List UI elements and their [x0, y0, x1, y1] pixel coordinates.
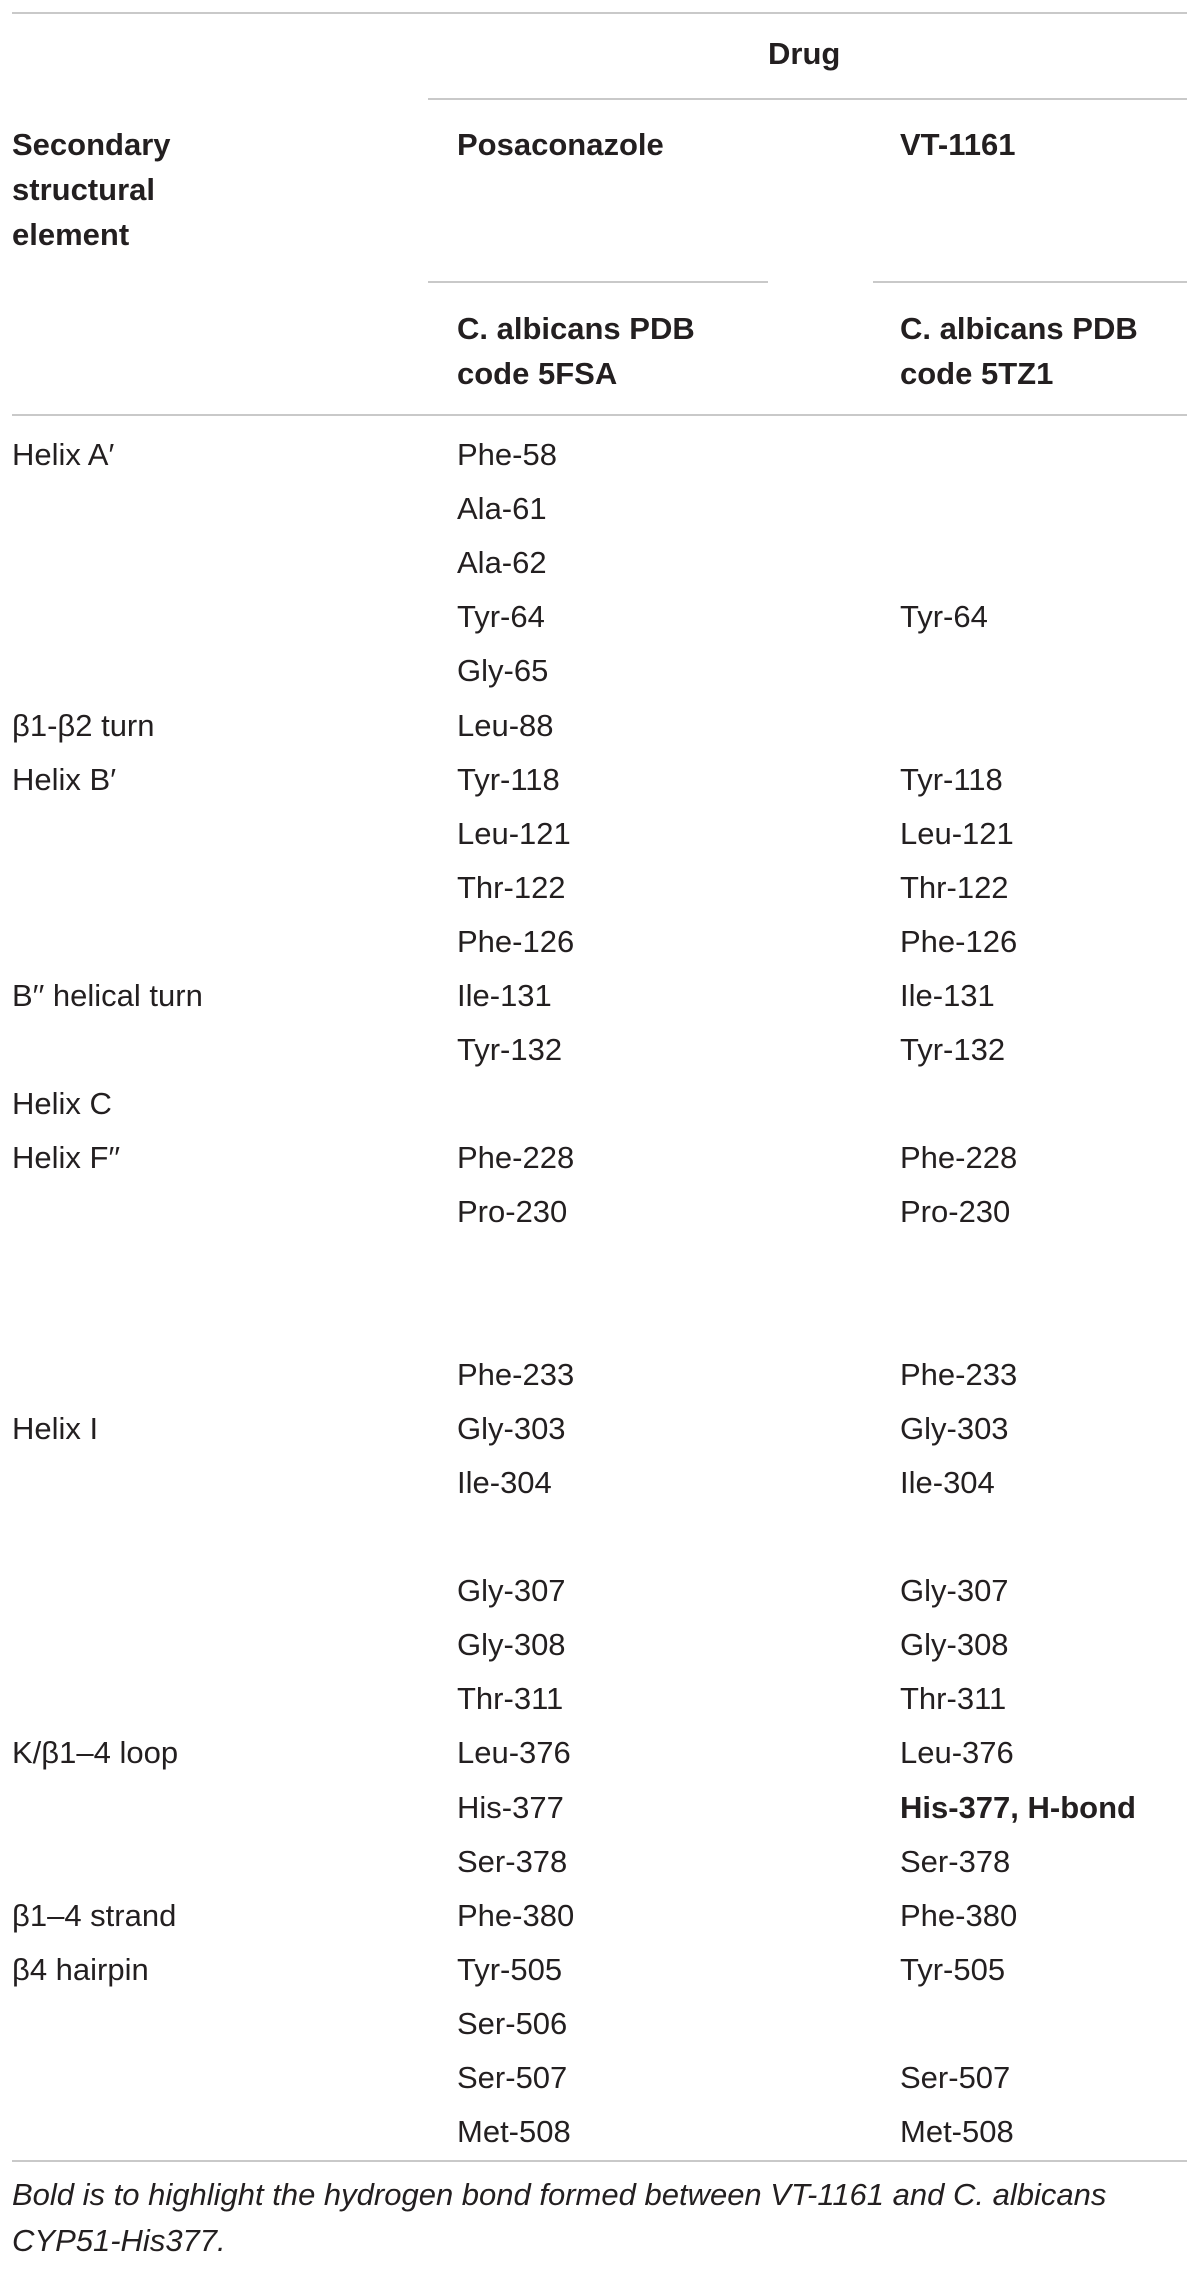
- row-vt1161-residue: Pro-230: [900, 1194, 1011, 1230]
- row-element: Helix A′: [12, 437, 115, 472]
- row-posaconazole-residue: Ala-62: [457, 545, 547, 581]
- row-posaconazole-residue: Leu-121: [457, 815, 571, 851]
- row-vt1161-residue: Phe-126: [900, 923, 1018, 959]
- row-element: K/β1–4 loop: [12, 1735, 179, 1771]
- row-posaconazole-residue: Ser-506: [457, 2005, 568, 2041]
- row-vt1161-residue: Leu-376: [900, 1735, 1014, 1771]
- header-bottom-rule: [12, 414, 1187, 416]
- row-posaconazole-residue: Phe-126: [457, 923, 575, 959]
- table-top-rule: [12, 12, 1187, 14]
- vt1161-subheader-rule: [873, 281, 1187, 283]
- row-posaconazole-residue: Phe-228: [457, 1140, 575, 1176]
- column-header-vt1161: VT-1161: [900, 127, 1016, 162]
- row-posaconazole-residue: Gly-308: [457, 1627, 566, 1663]
- row-vt1161-residue: Met-508: [900, 2114, 1014, 2150]
- drug-group-rule: [428, 98, 1187, 100]
- row-vt1161-residue: His-377, H-bond: [900, 1789, 1136, 1825]
- row-posaconazole-residue: His-377: [457, 1789, 564, 1825]
- row-posaconazole-residue: Tyr-118: [457, 761, 560, 797]
- row-vt1161-residue: Leu-121: [900, 815, 1014, 851]
- drug-group-header: Drug: [768, 36, 841, 71]
- row-vt1161-residue: Gly-308: [900, 1627, 1009, 1663]
- row-posaconazole-residue: Gly-303: [457, 1410, 566, 1446]
- row-vt1161-residue: Tyr-64: [900, 599, 988, 635]
- row-posaconazole-residue: Tyr-505: [457, 1951, 563, 1987]
- row-posaconazole-residue: Tyr-64: [457, 599, 545, 635]
- row-vt1161-residue: Phe-228: [900, 1140, 1018, 1176]
- row-element: β4 hairpin: [12, 1951, 149, 1987]
- row-vt1161-residue: Thr-122: [900, 869, 1009, 905]
- row-posaconazole-residue: Thr-311: [457, 1681, 564, 1717]
- row-posaconazole-residue: Phe-233: [457, 1356, 575, 1392]
- row-vt1161-residue: Tyr-118: [900, 761, 1003, 797]
- row-header: Secondary structural element: [12, 127, 171, 252]
- row-element: Helix C: [12, 1086, 112, 1122]
- row-posaconazole-residue: Ile-131: [457, 978, 552, 1013]
- row-posaconazole-residue: Ile-304: [457, 1464, 552, 1500]
- row-element: B′′ helical turn: [12, 978, 203, 1013]
- row-posaconazole-residue: Ser-507: [457, 2060, 568, 2095]
- table-bottom-rule: [12, 2160, 1187, 2162]
- row-vt1161-residue: Ile-131: [900, 978, 995, 1013]
- row-vt1161-residue: Ile-304: [900, 1464, 995, 1500]
- row-vt1161-residue: Ser-507: [900, 2060, 1011, 2095]
- row-element: Helix I: [12, 1410, 99, 1446]
- posaconazole-subheader-rule: [428, 281, 768, 283]
- row-element: β1-β2 turn: [12, 707, 155, 743]
- row-posaconazole-residue: Gly-307: [457, 1573, 566, 1609]
- column-header-posaconazole: Posaconazole: [457, 127, 664, 162]
- row-posaconazole-residue: Phe-380: [457, 1897, 575, 1933]
- subheader-vt1161: C. albicans PDB code 5TZ1: [900, 311, 1138, 391]
- row-element: Helix F′′: [12, 1140, 121, 1176]
- row-element: β1–4 strand: [12, 1897, 177, 1933]
- row-posaconazole-residue: Ser-378: [457, 1843, 568, 1879]
- subheader-posaconazole: C. albicans PDB code 5FSA: [457, 311, 695, 391]
- row-vt1161-residue: Ser-378: [900, 1843, 1011, 1879]
- row-vt1161-residue: Gly-303: [900, 1410, 1009, 1446]
- row-posaconazole-residue: Met-508: [457, 2114, 571, 2150]
- row-posaconazole-residue: Tyr-132: [457, 1032, 563, 1068]
- row-posaconazole-residue: Pro-230: [457, 1194, 568, 1230]
- row-posaconazole-residue: Ala-61: [457, 491, 547, 527]
- row-posaconazole-residue: Leu-88: [457, 707, 554, 743]
- row-vt1161-residue: Tyr-132: [900, 1032, 1006, 1068]
- row-vt1161-residue: Gly-307: [900, 1573, 1009, 1609]
- row-vt1161-residue: Phe-380: [900, 1897, 1018, 1933]
- row-vt1161-residue: Phe-233: [900, 1356, 1018, 1392]
- row-posaconazole-residue: Leu-376: [457, 1735, 571, 1771]
- row-element: Helix B′: [12, 761, 117, 797]
- row-posaconazole-residue: Thr-122: [457, 869, 566, 905]
- row-vt1161-residue: Thr-311: [900, 1681, 1007, 1717]
- footnote: Bold is to highlight the hydrogen bond formed between VT-1161 and C. albicans CYP51-His377.: [12, 2177, 1107, 2258]
- row-posaconazole-residue: Gly-65: [457, 653, 549, 689]
- row-vt1161-residue: Tyr-505: [900, 1951, 1006, 1987]
- row-posaconazole-residue: Phe-58: [457, 437, 557, 472]
